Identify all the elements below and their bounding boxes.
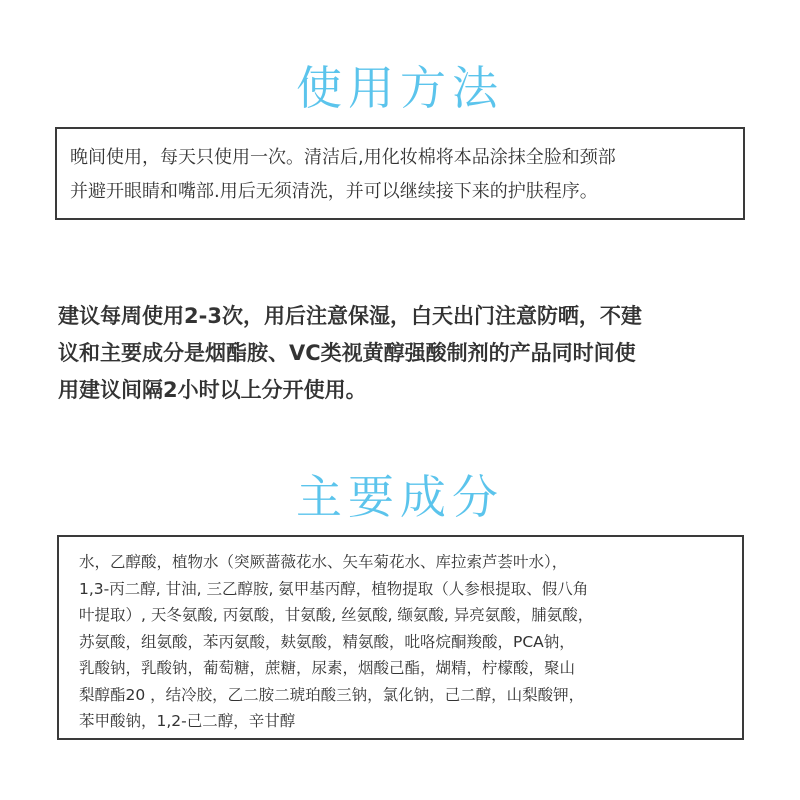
ingredients-line: 叶提取）, 天冬氨酸, 丙氨酸，甘氨酸, 丝氨酸, 缬氨酸, 异亮氨酸，脯氨酸， <box>79 606 594 624</box>
ingredients-box <box>57 535 744 740</box>
note-line: 议和主要成分是烟酯胺、VC类视黄醇强酸制剂的产品同时间使 <box>58 341 636 365</box>
usage-line: 并避开眼睛和嘴部.用后无须清洗，并可以继续接下来的护肤程序。 <box>70 181 598 202</box>
ingredients-title: 主要成分 <box>296 470 504 524</box>
ingredients-line: 乳酸钠，乳酸钠，葡萄糖，蔗糖，尿素，烟酸己酯，煳精，柠檬酸，聚山 <box>79 659 576 677</box>
note-line: 用建议间隔2小时以上分开使用。 <box>58 378 367 402</box>
ingredients-line: 苏氨酸，组氨酸，苯丙氨酸，麸氨酸，精氨酸，吡咯烷酮羧酸，PCA钠， <box>79 632 575 651</box>
usage-instructions-box <box>55 127 745 220</box>
ingredients-line: 梨醇酯20 ，结冷胶，乙二胺二琥珀酸三钠，氯化钠，己二醇，山梨酸钾， <box>79 685 585 704</box>
ingredients-line: 1,3-丙二醇, 甘油, 三乙醇胺, 氨甲基丙醇，植物提取（人参根提取、假八角 <box>79 579 589 598</box>
usage-title: 使用方法 <box>296 61 504 115</box>
ingredients-line: 苯甲酸钠，1,2-己二醇，辛甘醇 <box>79 712 296 730</box>
usage-line: 晚间使用，每天只使用一次。清洁后,用化妆棉将本品涂抹全脸和颈部 <box>70 147 616 168</box>
ingredients-line: 水，乙醇酸，植物水（突厥蔷薇花水、矢车菊花水、库拉索芦荟叶水）， <box>79 553 568 571</box>
note-line: 建议每周使用2-3次，用后注意保湿，白天出门注意防晒，不建 <box>58 304 642 328</box>
usage-note <box>58 298 758 409</box>
